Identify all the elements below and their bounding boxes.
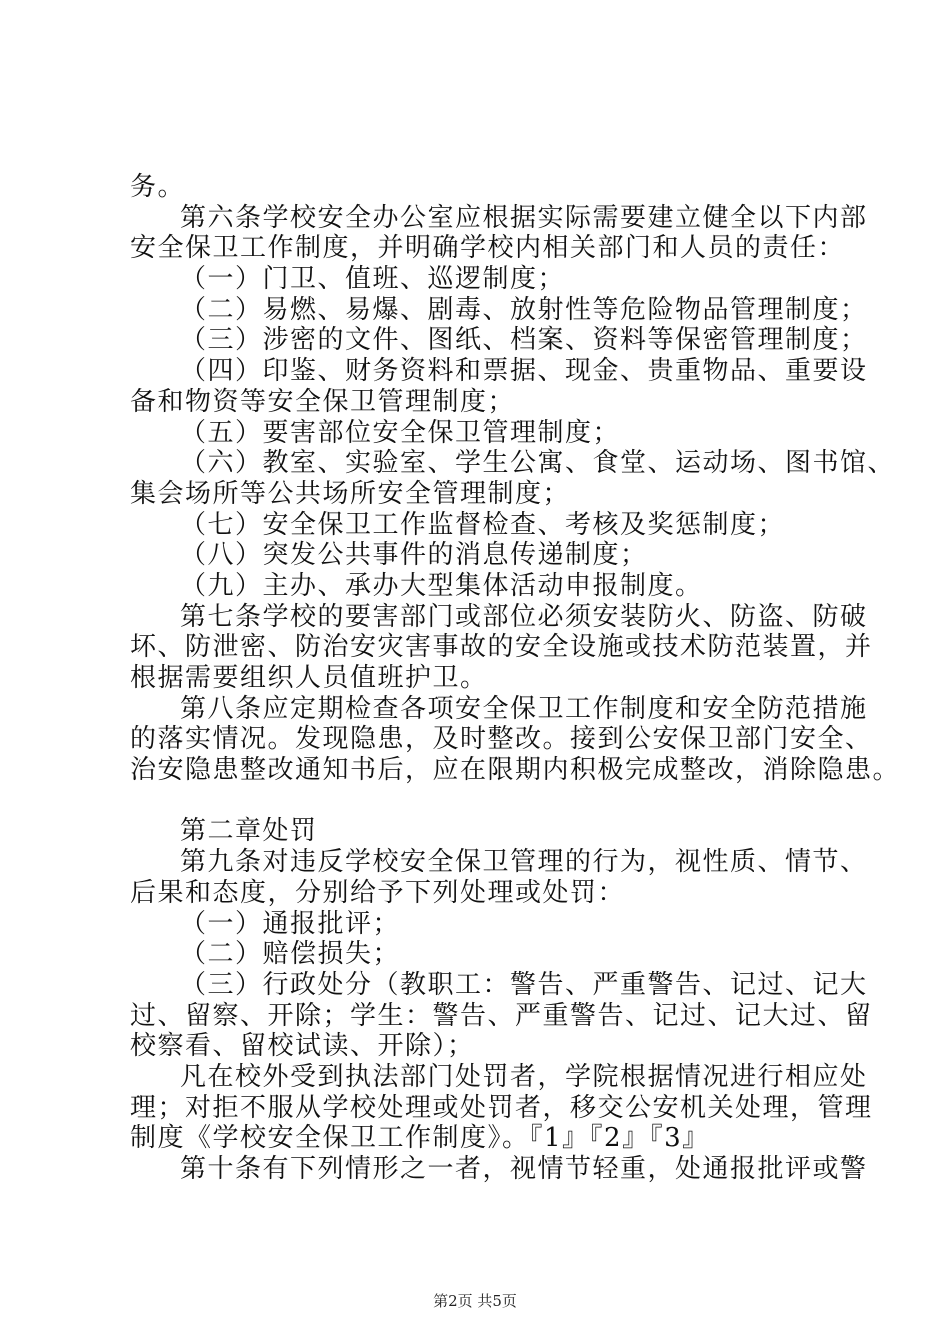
text-line: （七）安全保卫工作监督检查、考核及奖惩制度；: [180, 509, 786, 540]
text-line: 第十条有下列情形之一者，视情节轻重，处通报批评或警: [180, 1154, 868, 1184]
text-line: （一）门卫、值班、巡逻制度；: [180, 264, 566, 295]
text-line: （六）教室、实验室、学生公寓、食堂、运动场、图书馆、: [180, 448, 896, 479]
text-line: 根据需要组织人员值班护卫。: [130, 663, 488, 693]
text-line: 制度《学校安全保卫工作制度》。『1』『2』『3』: [130, 1123, 710, 1154]
text-line: （一）通报批评；: [180, 908, 401, 939]
text-line: 第八条应定期检查各项安全保卫工作制度和安全防范措施: [180, 693, 868, 724]
text-line: （八）突发公共事件的消息传递制度；: [180, 540, 648, 571]
document-body: [130, 172, 901, 1185]
text-line: 第七条学校的要害部门或部位必须安装防火、防盗、防破: [180, 601, 868, 632]
text-line: 后果和态度，分别给予下列处理或处罚：: [130, 877, 626, 908]
text-line: （九）主办、承办大型集体活动申报制度。: [180, 570, 703, 601]
text-line: 理；对拒不服从学校处理或处罚者，移交公安机关处理，管理: [130, 1092, 873, 1123]
text-line: 第六条学校安全办公室应根据实际需要建立健全以下内部: [180, 202, 868, 233]
chapter-heading: 第二章处罚: [180, 816, 318, 847]
text-line: （四）印鉴、财务资料和票据、现金、贵重物品、重要设: [180, 356, 868, 387]
text-line: 的落实情况。发现隐患，及时整改。接到公安保卫部门安全、: [130, 724, 873, 755]
text-line: 校察看、留校试读、开除）；: [130, 1031, 475, 1062]
paragraph-gap: [130, 786, 840, 817]
page-number-footer: 第2页 共5页: [433, 1292, 517, 1310]
text-line: 务。: [130, 172, 186, 202]
text-line: 凡在校外受到执法部门处罚者，学院根据情况进行相应处: [180, 1061, 868, 1092]
text-line: 备和物资等安全保卫管理制度；: [130, 386, 516, 417]
text-line: （三）行政处分（教职工：警告、严重警告、记过、记大: [180, 969, 868, 1000]
text-line: 坏、防泄密、防治安灾害事故的安全设施或技术防范装置，并: [130, 632, 873, 663]
text-line: 集会场所等公共场所安全管理制度；: [130, 478, 571, 509]
text-line: （二）易燃、易爆、剧毒、放射性等危险物品管理制度；: [180, 294, 868, 325]
text-line: 安全保卫工作制度，并明确学校内相关部门和人员的责任：: [130, 233, 846, 264]
text-line: 治安隐患整改通知书后，应在限期内积极完成整改，消除隐患。: [130, 755, 901, 786]
text-line: 过、留察、开除；学生：警告、严重警告、记过、记大过、留: [130, 1000, 873, 1031]
text-line: （五）要害部位安全保卫管理制度；: [180, 417, 621, 448]
text-line: （二）赔偿损失；: [180, 939, 401, 970]
text-line: （三）涉密的文件、图纸、档案、资料等保密管理制度；: [180, 325, 868, 356]
text-line: 第九条对违反学校安全保卫管理的行为，视性质、情节、: [180, 847, 868, 878]
